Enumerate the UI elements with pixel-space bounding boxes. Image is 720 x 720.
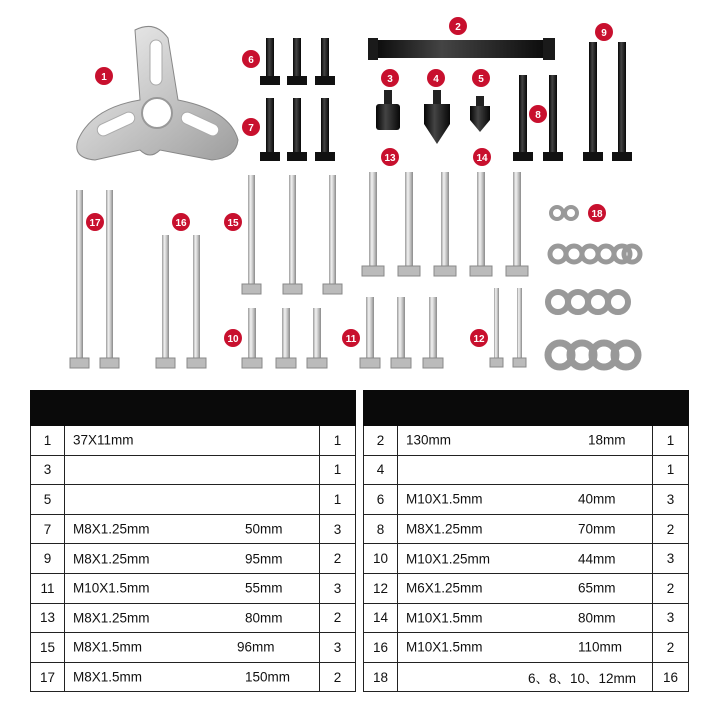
item-spec-cell: [65, 633, 320, 663]
item-quantity: 2: [653, 633, 689, 663]
item-number: 18: [364, 662, 398, 692]
item-spec-cell: [65, 514, 320, 544]
item-spec-cell: [398, 426, 653, 456]
item-spec-cell: [65, 485, 320, 515]
table-row: [364, 633, 689, 663]
item-number: 17: [31, 662, 65, 692]
item-spec-cell: [65, 426, 320, 456]
item-quantity: 1: [320, 485, 356, 515]
table-row: [364, 544, 689, 574]
item-quantity: 3: [320, 633, 356, 663]
item-spec: M8X1.25mm: [73, 551, 150, 567]
badge-5: [472, 69, 490, 87]
item-spec: M8X1.25mm: [73, 610, 150, 626]
badge-18: [588, 204, 606, 222]
steel-bolts-10: [242, 308, 327, 368]
black-bolts-7: [260, 98, 335, 161]
black-bolts-9: [583, 42, 632, 161]
svg-text:12: 12: [473, 334, 485, 345]
black-bolts-6: [260, 38, 335, 85]
svg-text:9: 9: [601, 28, 607, 39]
badge-7: [242, 118, 260, 136]
table-row: [31, 573, 356, 603]
table-row: [31, 633, 356, 663]
table-row: [364, 603, 689, 633]
table-row: [31, 426, 356, 456]
item-spec-cell: [65, 603, 320, 633]
badge-3: [381, 69, 399, 87]
item-quantity: 1: [653, 455, 689, 485]
svg-text:13: 13: [384, 153, 396, 164]
steel-bolts-13: [362, 172, 420, 276]
item-number: 12: [364, 573, 398, 603]
svg-text:18: 18: [591, 209, 603, 220]
svg-text:8: 8: [535, 110, 541, 121]
item-quantity: 3: [320, 573, 356, 603]
svg-text:16: 16: [175, 218, 187, 229]
item-quantity: 1: [320, 426, 356, 456]
adapter-5: [470, 96, 490, 132]
item-spec: M8X1.5mm: [73, 669, 143, 685]
item-spec: 37X11mm: [73, 432, 134, 448]
item-number: 13: [31, 603, 65, 633]
item-number: 3: [31, 455, 65, 485]
steel-bolts-16: [156, 235, 206, 368]
steel-bolts-11: [360, 297, 443, 368]
table-header: [364, 391, 689, 426]
item-quantity: 3: [320, 514, 356, 544]
svg-text:11: 11: [345, 334, 357, 345]
item-length: 40mm: [578, 491, 616, 507]
item-quantity: 2: [653, 514, 689, 544]
item-spec-cell: [398, 573, 653, 603]
item-number: 6: [364, 485, 398, 515]
item-length: 44mm: [578, 551, 616, 567]
item-quantity: 2: [320, 662, 356, 692]
item-spec: M8X1.25mm: [73, 521, 150, 537]
item-length: 65mm: [578, 580, 616, 596]
parts-table-right: [363, 390, 689, 692]
svg-text:7: 7: [248, 123, 254, 134]
item-length: 95mm: [245, 551, 283, 567]
badge-13: [381, 148, 399, 166]
item-number: 16: [364, 633, 398, 663]
steel-bolts-14: [434, 172, 528, 276]
item-number: 9: [31, 544, 65, 574]
svg-text:17: 17: [89, 218, 101, 229]
item-number: 4: [364, 455, 398, 485]
item-number: 7: [31, 514, 65, 544]
item-number: 14: [364, 603, 398, 633]
item-spec: 130mm: [406, 432, 452, 448]
table-row: [364, 455, 689, 485]
table-header: [31, 391, 356, 426]
item-quantity: 2: [653, 573, 689, 603]
item-quantity: 2: [320, 544, 356, 574]
item-spec: M10X1.5mm: [73, 580, 150, 596]
svg-text:5: 5: [478, 74, 484, 85]
item-length: 80mm: [578, 610, 616, 626]
badge-1: [95, 67, 113, 85]
svg-text:2: 2: [455, 22, 461, 33]
item-length: 80mm: [245, 610, 283, 626]
parts-table-left: [30, 390, 356, 692]
item-spec-cell: [398, 662, 653, 692]
item-length: 96mm: [237, 639, 275, 655]
item-length: 55mm: [245, 580, 283, 596]
item-spec: M10X1.5mm: [406, 610, 483, 626]
steel-bolts-15: [242, 175, 342, 294]
item-spec-cell: [398, 603, 653, 633]
item-number: 5: [31, 485, 65, 515]
badge-17: [86, 213, 104, 231]
item-spec-cell: [65, 662, 320, 692]
item-spec: M10X1.5mm: [406, 491, 483, 507]
item-quantity: 16: [653, 662, 689, 692]
table-row: [31, 662, 356, 692]
item-length: 6、8、10、12mm: [528, 671, 637, 687]
item-number: 1: [31, 426, 65, 456]
table-row: [364, 573, 689, 603]
washers: [548, 207, 640, 367]
table-row: [364, 426, 689, 456]
item-quantity: 3: [653, 544, 689, 574]
item-spec: M8X1.25mm: [406, 521, 483, 537]
item-spec-cell: [65, 544, 320, 574]
item-length: 18mm: [588, 432, 626, 448]
badge-11: [342, 329, 360, 347]
item-quantity: 1: [320, 455, 356, 485]
item-length: 150mm: [245, 669, 291, 685]
item-length: 50mm: [245, 521, 283, 537]
item-spec: M10X1.25mm: [406, 551, 491, 567]
puller-plate: [77, 26, 238, 160]
item-quantity: 3: [653, 603, 689, 633]
item-spec: M8X1.5mm: [73, 639, 143, 655]
item-spec-cell: [65, 455, 320, 485]
item-length: 110mm: [578, 639, 623, 655]
table-row: [31, 485, 356, 515]
badge-16: [172, 213, 190, 231]
badge-4: [427, 69, 445, 87]
adapter-3: [376, 90, 400, 130]
badge-10: [224, 329, 242, 347]
svg-text:14: 14: [476, 153, 488, 164]
item-spec-cell: [398, 544, 653, 574]
item-spec-cell: [398, 514, 653, 544]
badge-12: [470, 329, 488, 347]
item-quantity: 1: [653, 426, 689, 456]
table-row: [31, 455, 356, 485]
svg-text:4: 4: [433, 74, 439, 85]
item-number: 11: [31, 573, 65, 603]
svg-text:10: 10: [227, 334, 239, 345]
item-spec: M6X1.25mm: [406, 580, 483, 596]
svg-text:3: 3: [387, 74, 393, 85]
badge-6: [242, 50, 260, 68]
svg-text:1: 1: [101, 72, 107, 83]
adapter-4: [424, 90, 450, 144]
table-row: [31, 544, 356, 574]
table-row: [31, 603, 356, 633]
table-row: [364, 514, 689, 544]
item-number: 15: [31, 633, 65, 663]
item-length: 70mm: [578, 521, 616, 537]
threaded-rod: [368, 38, 555, 60]
item-number: 10: [364, 544, 398, 574]
item-spec-cell: [398, 455, 653, 485]
item-quantity: 3: [653, 485, 689, 515]
badge-8: [529, 105, 547, 123]
svg-text:15: 15: [227, 218, 239, 229]
badge-15: [224, 213, 242, 231]
item-spec-cell: [65, 573, 320, 603]
badge-9: [595, 23, 613, 41]
item-spec-cell: [398, 633, 653, 663]
item-quantity: 2: [320, 603, 356, 633]
badge-2: [449, 17, 467, 35]
item-number: 8: [364, 514, 398, 544]
steel-bolts-12: [490, 288, 526, 367]
item-number: 2: [364, 426, 398, 456]
table-row: [364, 485, 689, 515]
table-row: [31, 514, 356, 544]
table-row: [364, 662, 689, 692]
svg-text:6: 6: [248, 55, 254, 66]
item-spec: M10X1.5mm: [406, 639, 483, 655]
badge-14: [473, 148, 491, 166]
item-spec-cell: [398, 485, 653, 515]
